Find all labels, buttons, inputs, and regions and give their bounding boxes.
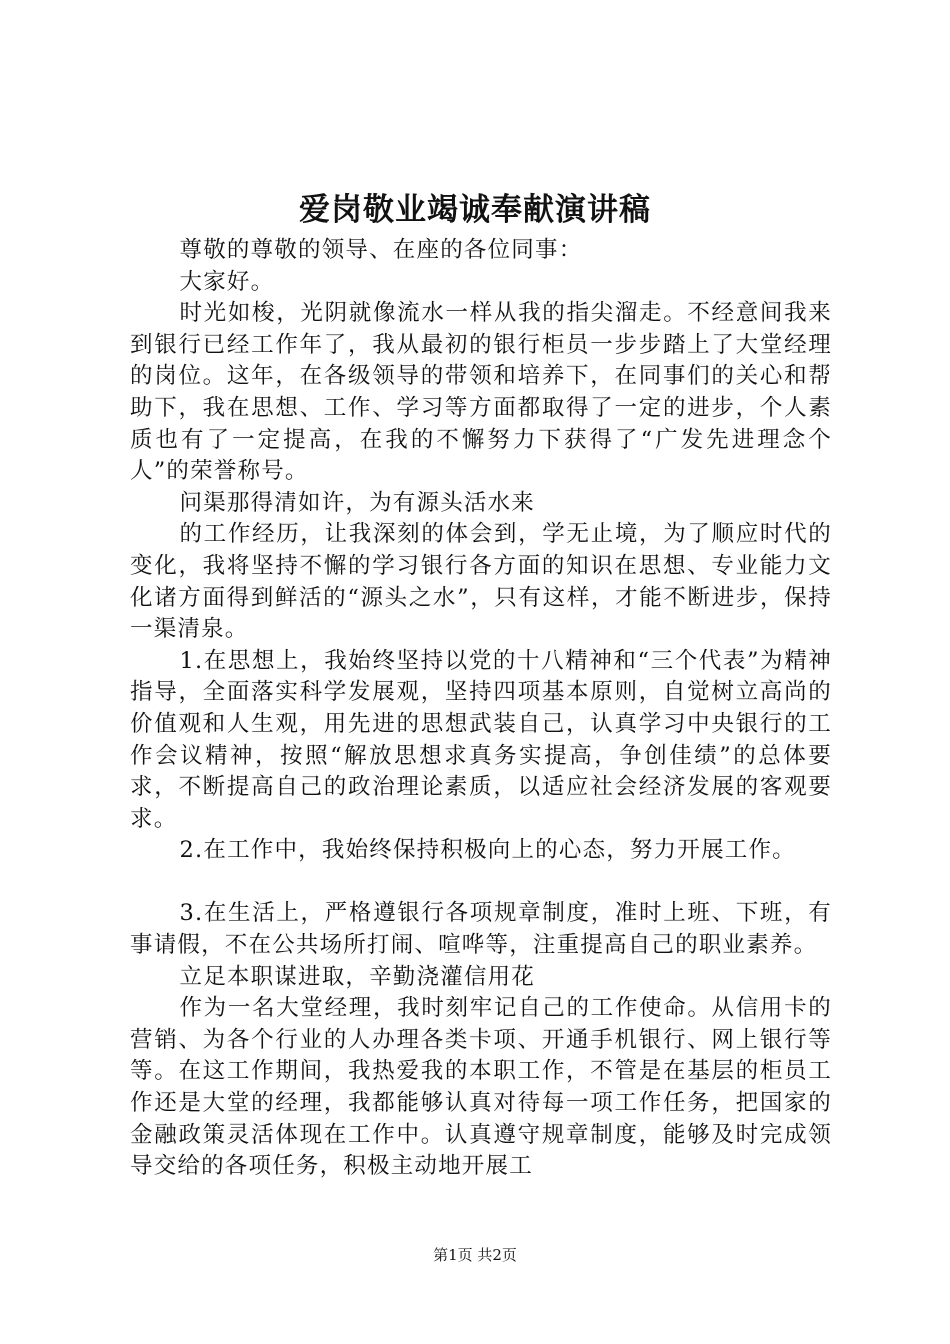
paragraph-spacer [130, 867, 832, 899]
greeting: 大家好。 [179, 268, 275, 295]
list-item-life: 3.在生活上，严格遵银行各项规章制度，准时上班、下班，有事请假，不在公共场所打闹、喧哗等，注重提高自己的职业素养。 [130, 900, 832, 959]
list-item-work: 2.在工作中，我始终保持积极向上的心态，努力开展工作。 [179, 837, 796, 864]
section-heading-1: 问渠那得清如许，为有源头活水来 [179, 489, 536, 516]
document-body [130, 235, 832, 1183]
paragraph-intro: 时光如梭，光阴就像流水一样从我的指尖溜走。不经意间我来到银行已经工作年了，我从最初的银行柜员一步步踏上了大堂经理的岗位。这年，在各级领导的带领和培养下，在同事们的关心和帮助下，我在思想、工作、学习等方面都取得了一定的进步，个人素质也有了一定提高，在我的不懈努力下获得了“广发先进理念个人”的荣誉称号。 [130, 300, 832, 485]
salutation: 尊敬的尊敬的领导、在座的各位同事： [179, 237, 583, 263]
section-heading-2: 立足本职谋进取，辛勤浇灌信用花 [179, 963, 536, 990]
page-footer: 第1页 共2页 [433, 1246, 517, 1264]
list-item-thought: 1.在思想上，我始终坚持以党的十八精神和“三个代表”为精神指导，全面落实科学发展观，坚持四项基本原则，自觉树立高尚的价值观和人生观，用先进的思想武装自己，认真学习中央银行的工作会议精神，按照“解放思想求真务实提高，争创佳绩”的总体要求，不断提高自己的政治理论素质，以适应社会经济发展的客观要求。 [130, 647, 832, 832]
paragraph-duty: 作为一名大堂经理，我时刻牢记自己的工作使命。从信用卡的营销、为各个行业的人办理各类卡项、开通手机银行、网上银行等等。在这工作期间，我热爱我的本职工作，不管是在基层的柜员工作还是大堂的经理，我都能够认真对待每一项工作任务，把国家的金融政策灵活体现在工作中。认真遵守规章制度，能够及时完成领导交给的各项任务，积极主动地开展工 [130, 995, 832, 1180]
paragraph-experience: 的工作经历，让我深刻的体会到，学无止境，为了顺应时代的变化，我将坚持不懈的学习银行各方面的知识在思想、专业能力文化诸方面得到鲜活的“源头之水”，只有这样，才能不断进步，保持一渠清泉。 [130, 521, 832, 643]
page-title: 爱岗敬业竭诚奉献演讲稿 [299, 192, 651, 228]
